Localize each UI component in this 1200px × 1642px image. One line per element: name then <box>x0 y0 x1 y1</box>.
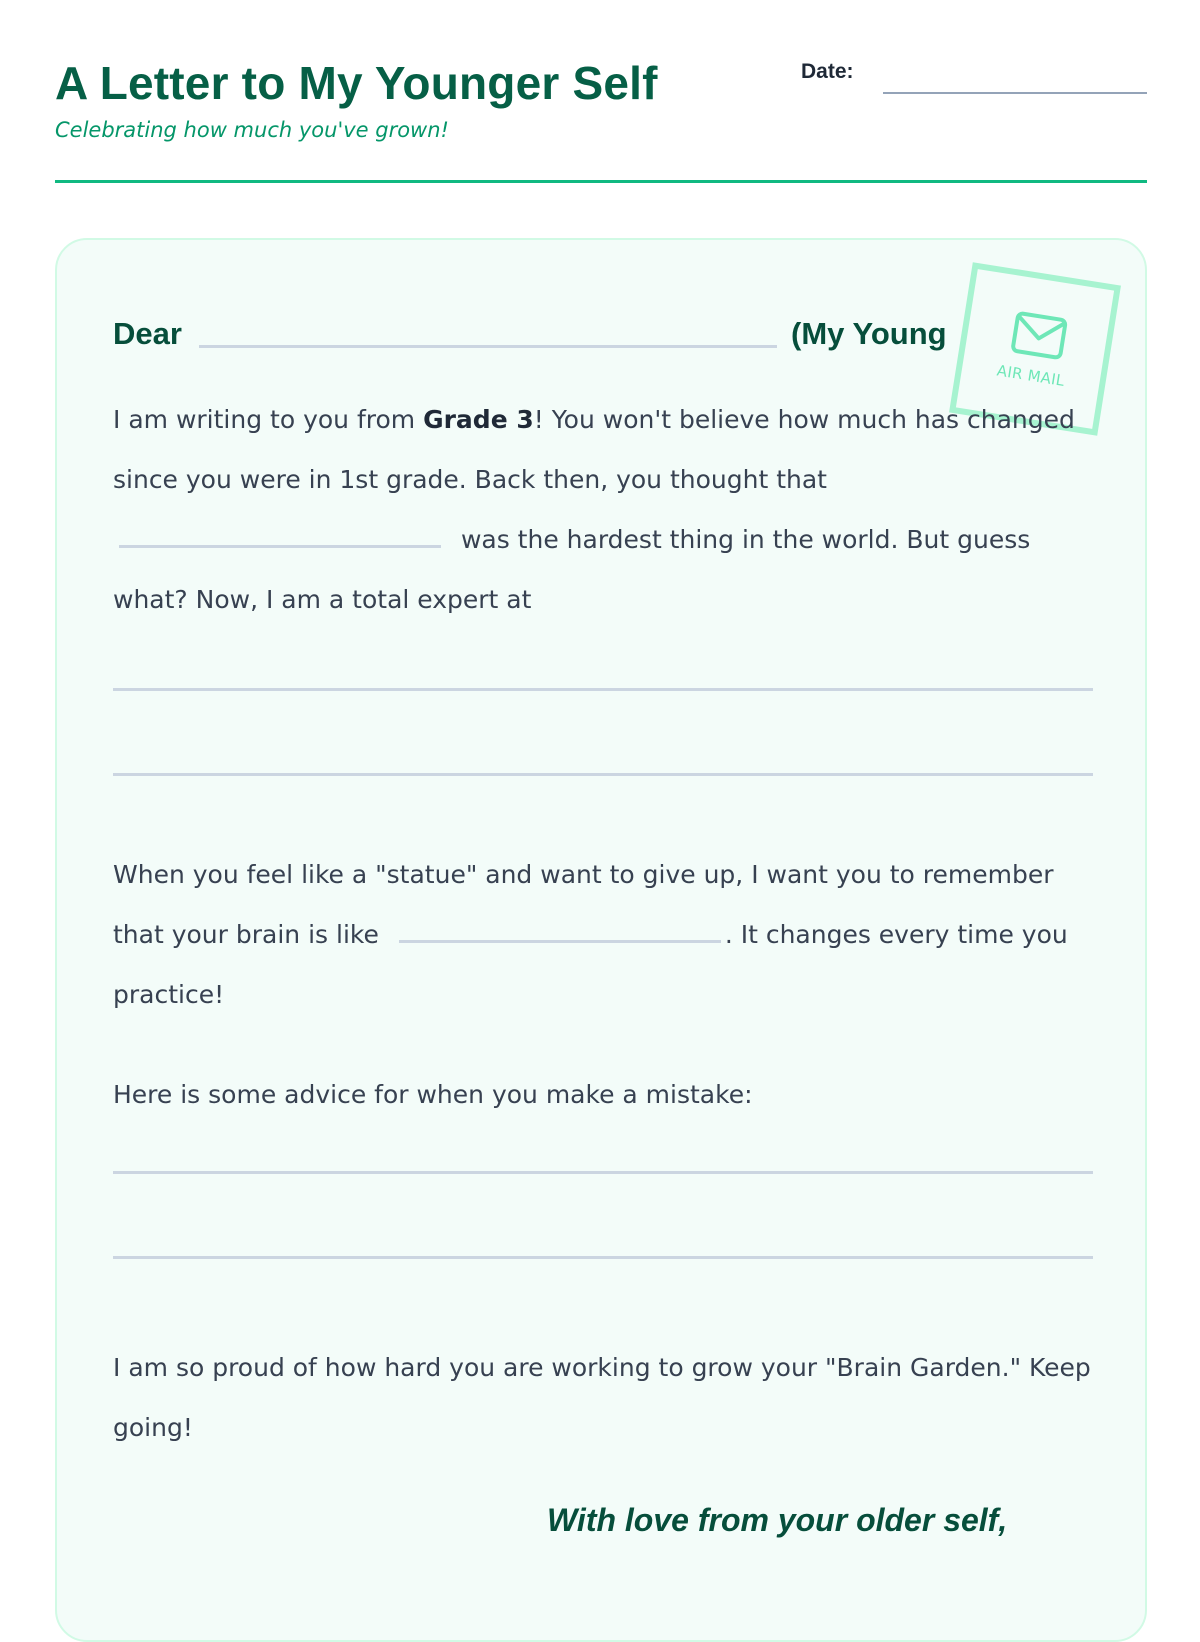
paragraph-brain <box>113 845 1103 1025</box>
worksheet-header <box>55 52 1147 183</box>
paragraph-proud: I am so proud of how hard you are working to grow your "Brain Garden." Keep going! <box>113 1353 1091 1442</box>
stamp-label: AIR MAIL <box>995 361 1066 390</box>
paragraph-text: ! You won't believe how much has changed since you were in 1st grade. Back then, you thought that <box>113 405 1075 494</box>
paragraph-text: When you feel like a "statue" and want to give up, I want you to remember that your brain is like <box>113 860 1054 949</box>
date-blank-line[interactable] <box>883 92 1147 94</box>
hardest-thing-blank[interactable] <box>119 519 441 548</box>
greeting-name-blank[interactable] <box>199 345 777 348</box>
paragraph-grade <box>113 390 1103 630</box>
greeting-label: Dear <box>113 316 182 351</box>
expert-answer-line-1[interactable] <box>113 688 1093 691</box>
brain-is-like-blank[interactable] <box>399 914 721 943</box>
paragraph-text: . It changes every time you practice! <box>113 920 1068 1009</box>
letter-card <box>55 238 1147 1642</box>
greeting-row <box>113 316 1013 356</box>
grade-value: Grade 3 <box>423 405 534 434</box>
advice-answer-line-2[interactable] <box>113 1256 1093 1259</box>
paragraph-text: I am writing to you from <box>113 405 424 434</box>
date-label: Date: <box>801 60 854 83</box>
page-subtitle: Celebrating how much you've grown! <box>55 118 449 142</box>
advice-answer-line-1[interactable] <box>113 1171 1093 1174</box>
envelope-icon <box>1009 310 1069 362</box>
expert-answer-line-2[interactable] <box>113 773 1093 776</box>
letter-signoff: With love from your older self, <box>547 1502 1008 1538</box>
paragraph-text: was the hardest thing in the world. But guess what? Now, I am a total expert at <box>113 525 1031 614</box>
greeting-suffix: (My Young <box>791 316 947 351</box>
page-title: A Letter to My Younger Self <box>55 57 658 109</box>
paragraph-advice: Here is some advice for when you make a mistake: <box>113 1080 753 1109</box>
date-field-group <box>801 60 1147 96</box>
